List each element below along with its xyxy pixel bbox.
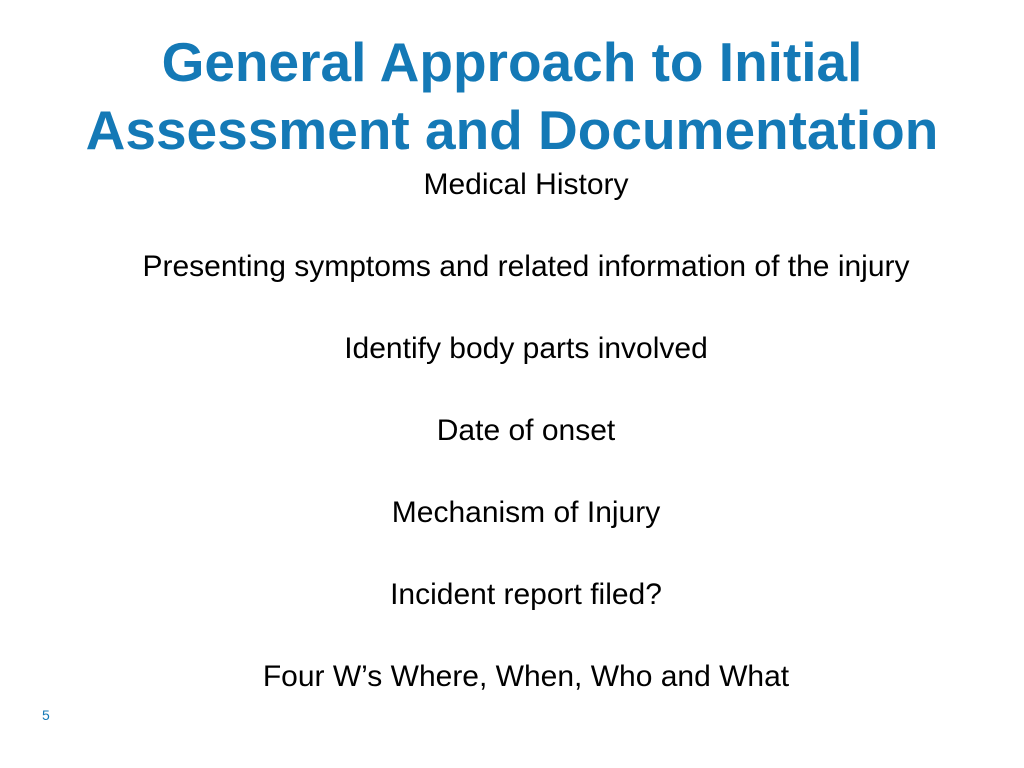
page-number: 5	[42, 707, 50, 723]
list-item: Identify body parts involved	[344, 332, 708, 365]
content-list	[0, 248, 1024, 740]
section-heading: Medical History	[423, 168, 629, 201]
list-item: Presenting symptoms and related information of the injury	[142, 250, 910, 283]
slide-title	[0, 28, 1024, 164]
list-item: Four W’s Where, When, Who and What	[262, 660, 790, 693]
list-item: Date of onset	[436, 414, 616, 447]
slide-title-line-2: Assessment and Documentation	[85, 99, 939, 161]
list-item: Incident report filed?	[390, 578, 662, 611]
slide-title-line-1: General Approach to Initial	[161, 31, 863, 93]
list-item: Mechanism of Injury	[391, 496, 661, 529]
